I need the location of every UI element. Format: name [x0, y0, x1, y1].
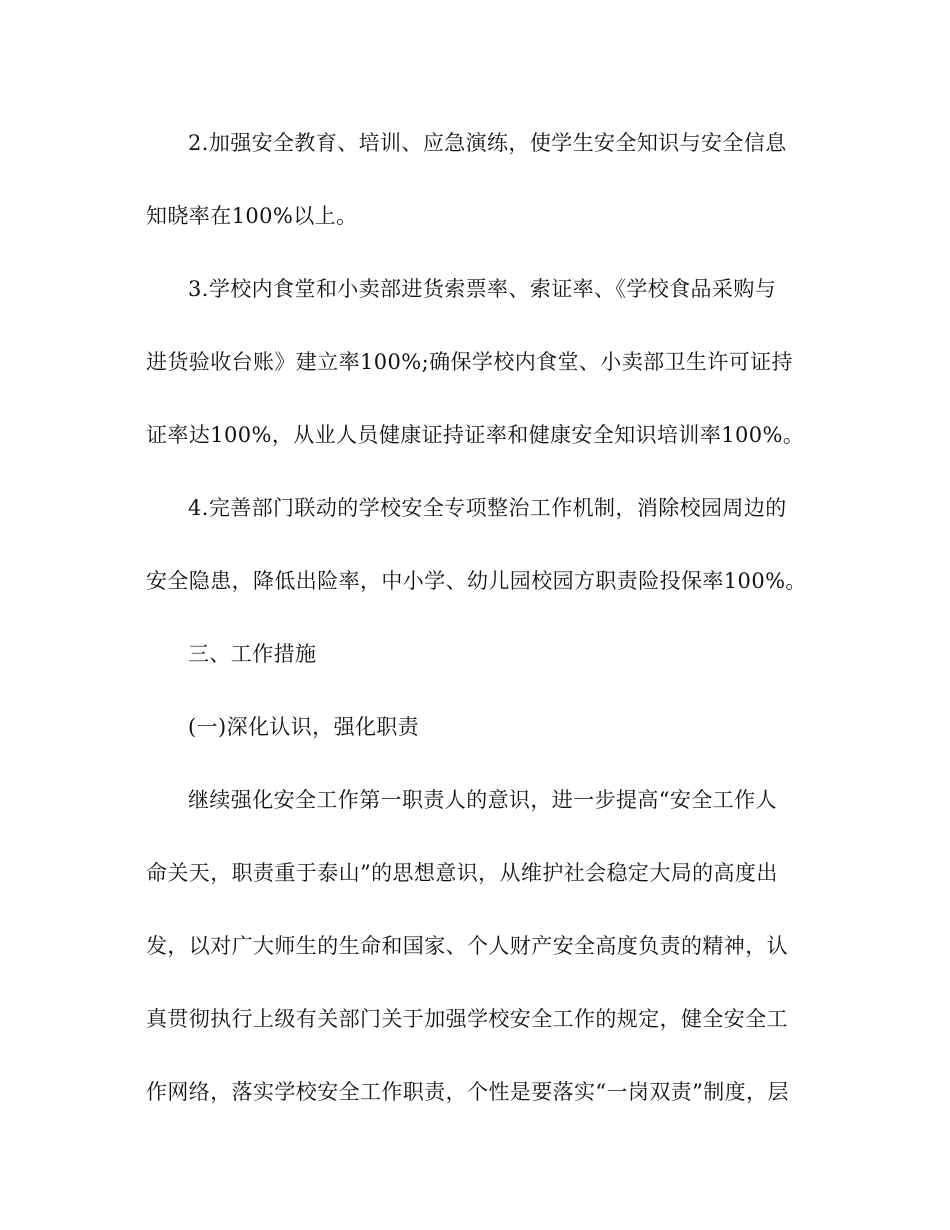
- text-line: 继续强化安全工作第一职责人的意识，进一步提高“安全工作人: [188, 788, 777, 812]
- text-line: 命关天，职责重于泰山”的思想意识，从维护社会稳定大局的高度出: [146, 861, 778, 885]
- text-line: 作网络，落实学校安全工作职责，个性是要落实“一岗双责”制度，层: [146, 1080, 789, 1104]
- text-line: 3.学校内食堂和小卖部进货索票率、索证率、《学校食品采购与: [188, 277, 777, 301]
- text-line: 真贯彻执行上级有关部门关于加强学校安全工作的规定，健全安全工: [146, 1007, 788, 1031]
- text-line: 2.加强安全教育、培训、应急演练，使学生安全知识与安全信息: [188, 131, 787, 155]
- text-line: 4.完善部门联动的学校安全专项整治工作机制，消除校园周边的: [188, 496, 787, 520]
- text-line: 安全隐患，降低出险率，中小学、幼儿园校园方职责险投保率100%。: [146, 569, 807, 593]
- subsection-heading: (一)深化认识，强化职责: [188, 715, 420, 739]
- text-line: 发，以对广大师生的生命和国家、个人财产安全高度负责的精神，认: [146, 934, 788, 958]
- text-line: 证率达100%，从业人员健康证持证率和健康安全知识培训率100%。: [146, 423, 805, 447]
- text-line: 知晓率在100%以上。: [146, 204, 358, 228]
- section-heading: 三、工作措施: [188, 642, 317, 666]
- text-line: 进货验收台账》建立率100%;确保学校内食堂、小卖部卫生许可证持: [146, 350, 793, 374]
